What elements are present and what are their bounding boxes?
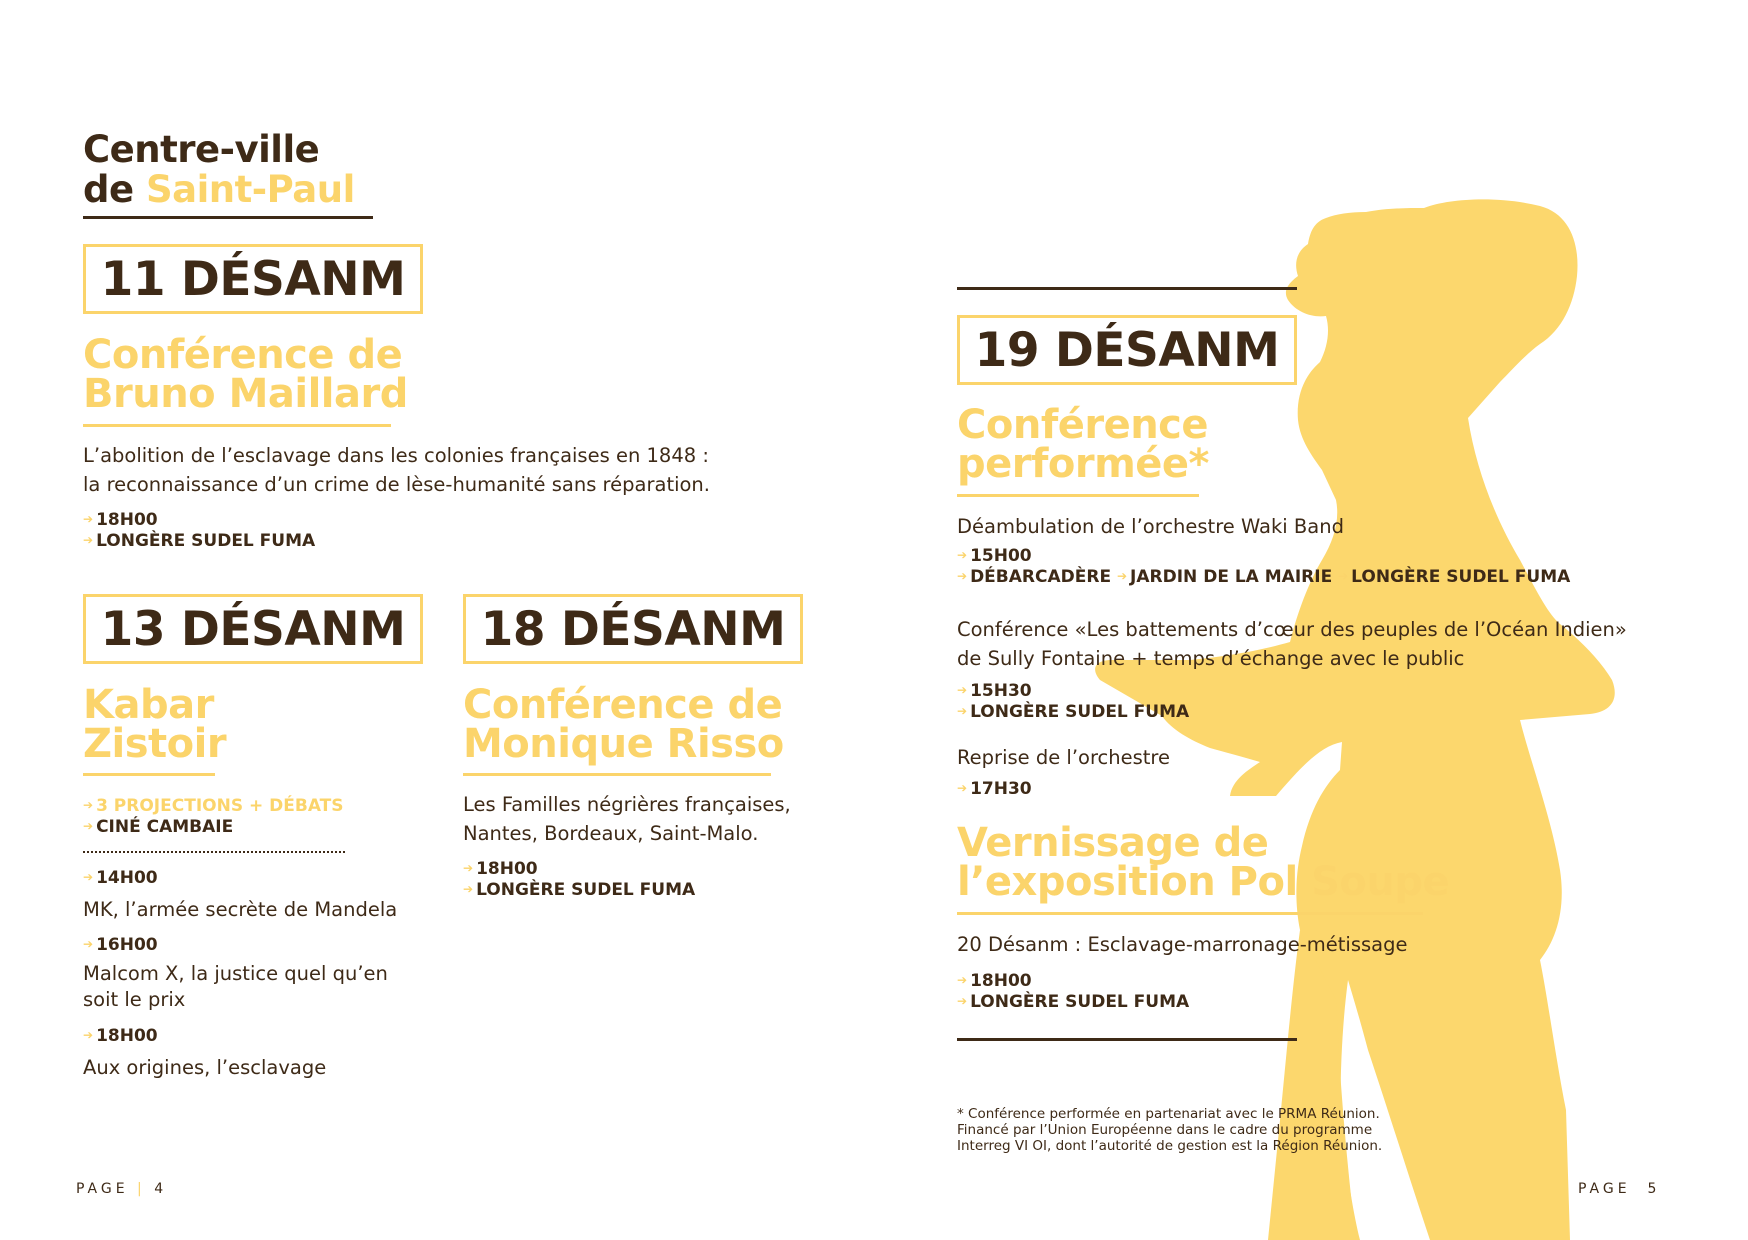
footnote-line-1: * Conférence performée en partenariat avec le PRMA Réunion. [957, 1106, 1380, 1122]
event-title-line-1: Vernissage de [957, 820, 1269, 866]
heading-underline [83, 216, 373, 219]
date-box-11: 11 DÉSANM [83, 244, 423, 314]
part3-time: ➔ 17H30 [957, 779, 1032, 799]
event-time-11: ➔ 18H00 [83, 510, 158, 530]
arrow-icon: ➔ [463, 882, 474, 896]
event-description-18 [463, 790, 791, 848]
footnote [957, 1106, 1382, 1154]
event-title-monique-risso [463, 682, 784, 767]
event-title-line-2: Bruno Maillard [83, 371, 408, 417]
arrow-icon: ➔ [83, 512, 94, 526]
event-title-line-1: Conférence de [463, 682, 783, 728]
heading-line-1: Centre-ville [83, 128, 320, 171]
heading-prefix: de [83, 168, 146, 211]
arrow-icon: ➔ [1338, 569, 1349, 583]
film-line-2: soit le prix [83, 988, 186, 1011]
event-time-18: ➔ 18H00 [463, 859, 538, 879]
event-title-line-2: performée* [957, 441, 1209, 487]
film-line-1: Malcom X, la justice quel qu’en [83, 962, 388, 985]
event-title-underline [83, 424, 391, 427]
event-place-18: ➔ LONGÈRE SUDEL FUMA [463, 880, 696, 900]
event-title-underline [957, 912, 1423, 915]
footnote-line-2: Financé par l’Union Européenne dans le cadre du programme [957, 1122, 1373, 1138]
arrow-icon: ➔ [83, 870, 94, 884]
description-line-1: Les Familles négrières françaises, [463, 793, 791, 816]
date-box-19: 19 DÉSANM [957, 315, 1297, 385]
date-box-13: 13 DÉSANM [83, 594, 423, 664]
session-time-1: ➔ 14H00 [83, 868, 158, 888]
event-title-conference-performee [957, 402, 1209, 487]
session-time-3: ➔ 18H00 [83, 1026, 158, 1046]
event-info-13: ➔ 3 PROJECTIONS + DÉBATS [83, 796, 344, 816]
heading-highlight: Saint-Paul [145, 168, 355, 211]
arrow-icon: ➔ [83, 798, 94, 812]
arrow-icon: ➔ [957, 994, 968, 1008]
part2-place: ➔ LONGÈRE SUDEL FUMA [957, 702, 1190, 722]
page-number-left: PAGE | 4 [76, 1181, 168, 1197]
arrow-icon: ➔ [1116, 569, 1128, 583]
session-film-3: Aux origines, l’esclavage [83, 1056, 327, 1079]
event-title-bruno-maillard [83, 332, 408, 417]
event-title-underline [463, 773, 771, 776]
footnote-line-3: Interreg VI OI, dont l’autorité de gestion est la Région Réunion. [957, 1138, 1383, 1154]
event-title-line-1: Conférence [957, 402, 1209, 448]
event-title-line-2: Zistoir [83, 721, 227, 767]
arrow-icon: ➔ [83, 1028, 94, 1042]
part1-route: ➔ DÉBARCADÈRE ➔ JARDIN DE LA MAIRIE ➔ LONGÈRE SUDEL FUMA [957, 567, 1571, 587]
part1-description: Déambulation de l’orchestre Waki Band [957, 515, 1344, 538]
event-title-underline [957, 494, 1199, 497]
event-title-underline [83, 773, 215, 776]
arrow-icon: ➔ [957, 781, 968, 795]
arrow-icon: ➔ [957, 704, 968, 718]
arrow-icon: ➔ [957, 683, 968, 697]
page-divider: | [128, 1181, 155, 1197]
event-title-line-2: Monique Risso [463, 721, 784, 767]
vernissage-time: ➔ 18H00 [957, 971, 1032, 991]
session-film-2 [83, 961, 388, 1013]
event-title-vernissage [957, 820, 1450, 905]
heading-line-2 [83, 170, 355, 210]
section-bottom-rule [957, 1038, 1297, 1041]
arrow-icon: ➔ [83, 533, 94, 547]
description-line-1: Conférence «Les battements d’cœur des peuples de l’Océan Indien» [957, 618, 1627, 641]
event-title-kabar-zistoir [83, 682, 227, 767]
event-title-line-1: Kabar [83, 682, 214, 728]
event-title-line-1: Conférence de [83, 332, 403, 378]
event-place-11: ➔ LONGÈRE SUDEL FUMA [83, 531, 316, 551]
event-place-13: ➔ CINÉ CAMBAIE [83, 817, 234, 837]
description-line-2: la reconnaissance d’un crime de lèse-humanité sans réparation. [83, 473, 710, 496]
arrow-icon: ➔ [957, 569, 968, 583]
event-description-11 [83, 441, 710, 499]
arrow-icon: ➔ [83, 819, 94, 833]
part2-description [957, 615, 1627, 673]
vernissage-description: 20 Désanm : Esclavage-marronage-métissage [957, 933, 1408, 956]
part1-time: ➔ 15H00 [957, 546, 1032, 566]
description-line-1: L’abolition de l’esclavage dans les colonies françaises en 1848 : [83, 444, 709, 467]
part2-time: ➔ 15H30 [957, 681, 1032, 701]
page-number-right: PAGE 5 [1578, 1181, 1661, 1197]
dotted-divider [83, 851, 345, 853]
part3-description: Reprise de l’orchestre [957, 746, 1171, 769]
arrow-icon: ➔ [83, 937, 94, 951]
vernissage-place: ➔ LONGÈRE SUDEL FUMA [957, 992, 1190, 1012]
section-top-rule [957, 287, 1297, 290]
description-line-2: de Sully Fontaine + temps d’échange avec le public [957, 647, 1465, 670]
arrow-icon: ➔ [463, 861, 474, 875]
event-title-line-2: l’exposition Pol Soupe [957, 859, 1450, 905]
date-box-18: 18 DÉSANM [463, 594, 803, 664]
arrow-icon: ➔ [957, 973, 968, 987]
session-time-2: ➔ 16H00 [83, 935, 158, 955]
session-film-1: MK, l’armée secrète de Mandela [83, 898, 398, 921]
arrow-icon: ➔ [957, 548, 968, 562]
description-line-2: Nantes, Bordeaux, Saint-Malo. [463, 822, 759, 845]
